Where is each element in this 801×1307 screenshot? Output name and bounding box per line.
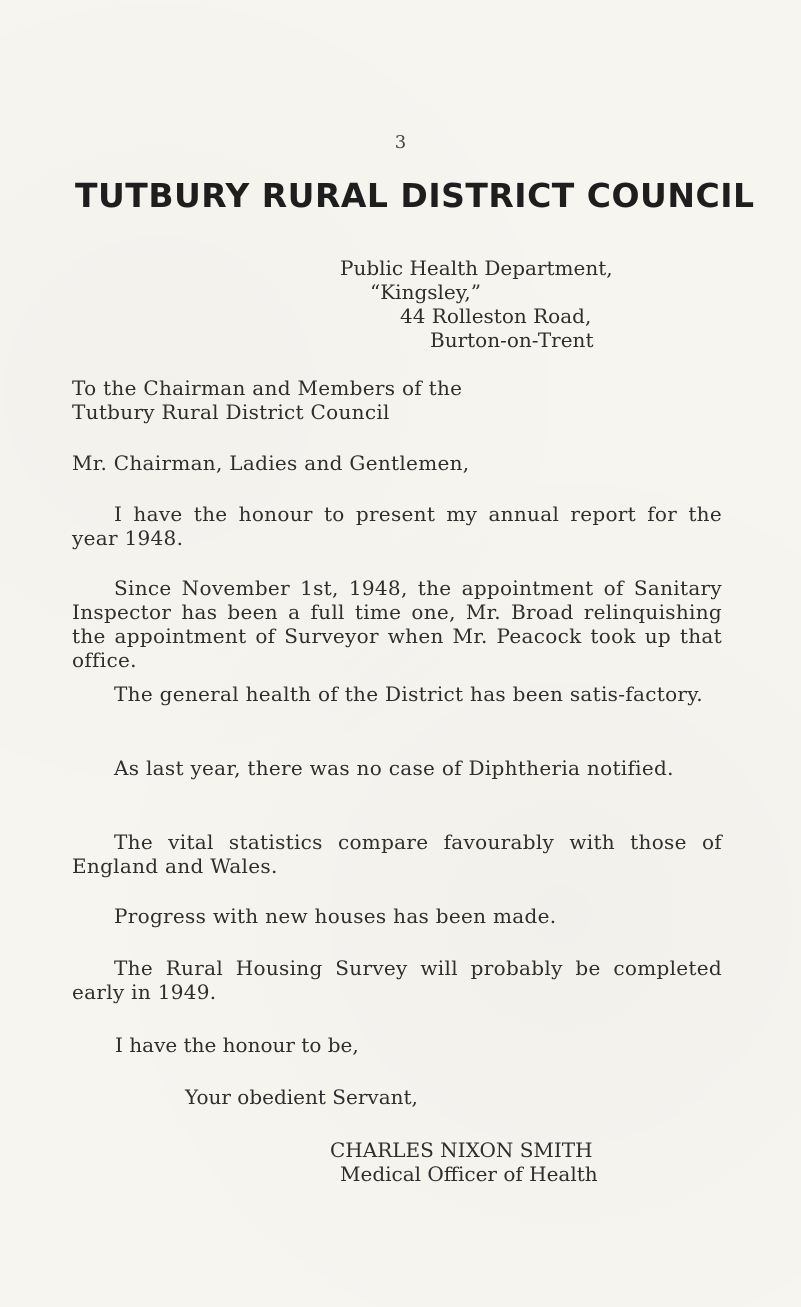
sender-address [340, 256, 700, 352]
address-line: Burton-on-Trent [430, 328, 594, 352]
address-line: Public Health Department, [340, 256, 613, 280]
report-paragraph: The general health of the District has been satis-factory. [114, 682, 703, 706]
report-paragraph: The vital statistics compare favourably with those of England and Wales. [72, 830, 722, 878]
closing-line: Your obedient Servant, [185, 1085, 418, 1109]
report-paragraph: Progress with new houses has been made. [114, 904, 557, 928]
page-number: 3 [394, 132, 407, 153]
address-line: 44 Rolleston Road, [400, 304, 592, 328]
signatory-name: CHARLES NIXON SMITH [330, 1138, 593, 1162]
address-line: “Kingsley,” [370, 280, 481, 304]
addressee-line: To the Chairman and Members of the [72, 376, 463, 400]
council-title: TUTBURY RURAL DISTRICT COUNCIL [75, 176, 755, 215]
signatory-role: Medical Officer of Health [340, 1162, 598, 1186]
salutation: Mr. Chairman, Ladies and Gentlemen, [72, 451, 470, 475]
report-paragraph: As last year, there was no case of Diphtheria notified. [114, 756, 674, 780]
addressee-line: Tutbury Rural District Council [72, 400, 390, 424]
report-paragraph: I have the honour to present my annual report for the year 1948. [72, 502, 722, 550]
report-paragraph: The Rural Housing Survey will probably be completed early in 1949. [72, 956, 722, 1004]
closing-line: I have the honour to be, [115, 1033, 359, 1057]
report-paragraph: Since November 1st, 1948, the appointment of Sanitary Inspector has been a full time one, Mr. Broad relinquishing the appointment of Surveyor when Mr. Peacock took up that office. [72, 576, 722, 672]
